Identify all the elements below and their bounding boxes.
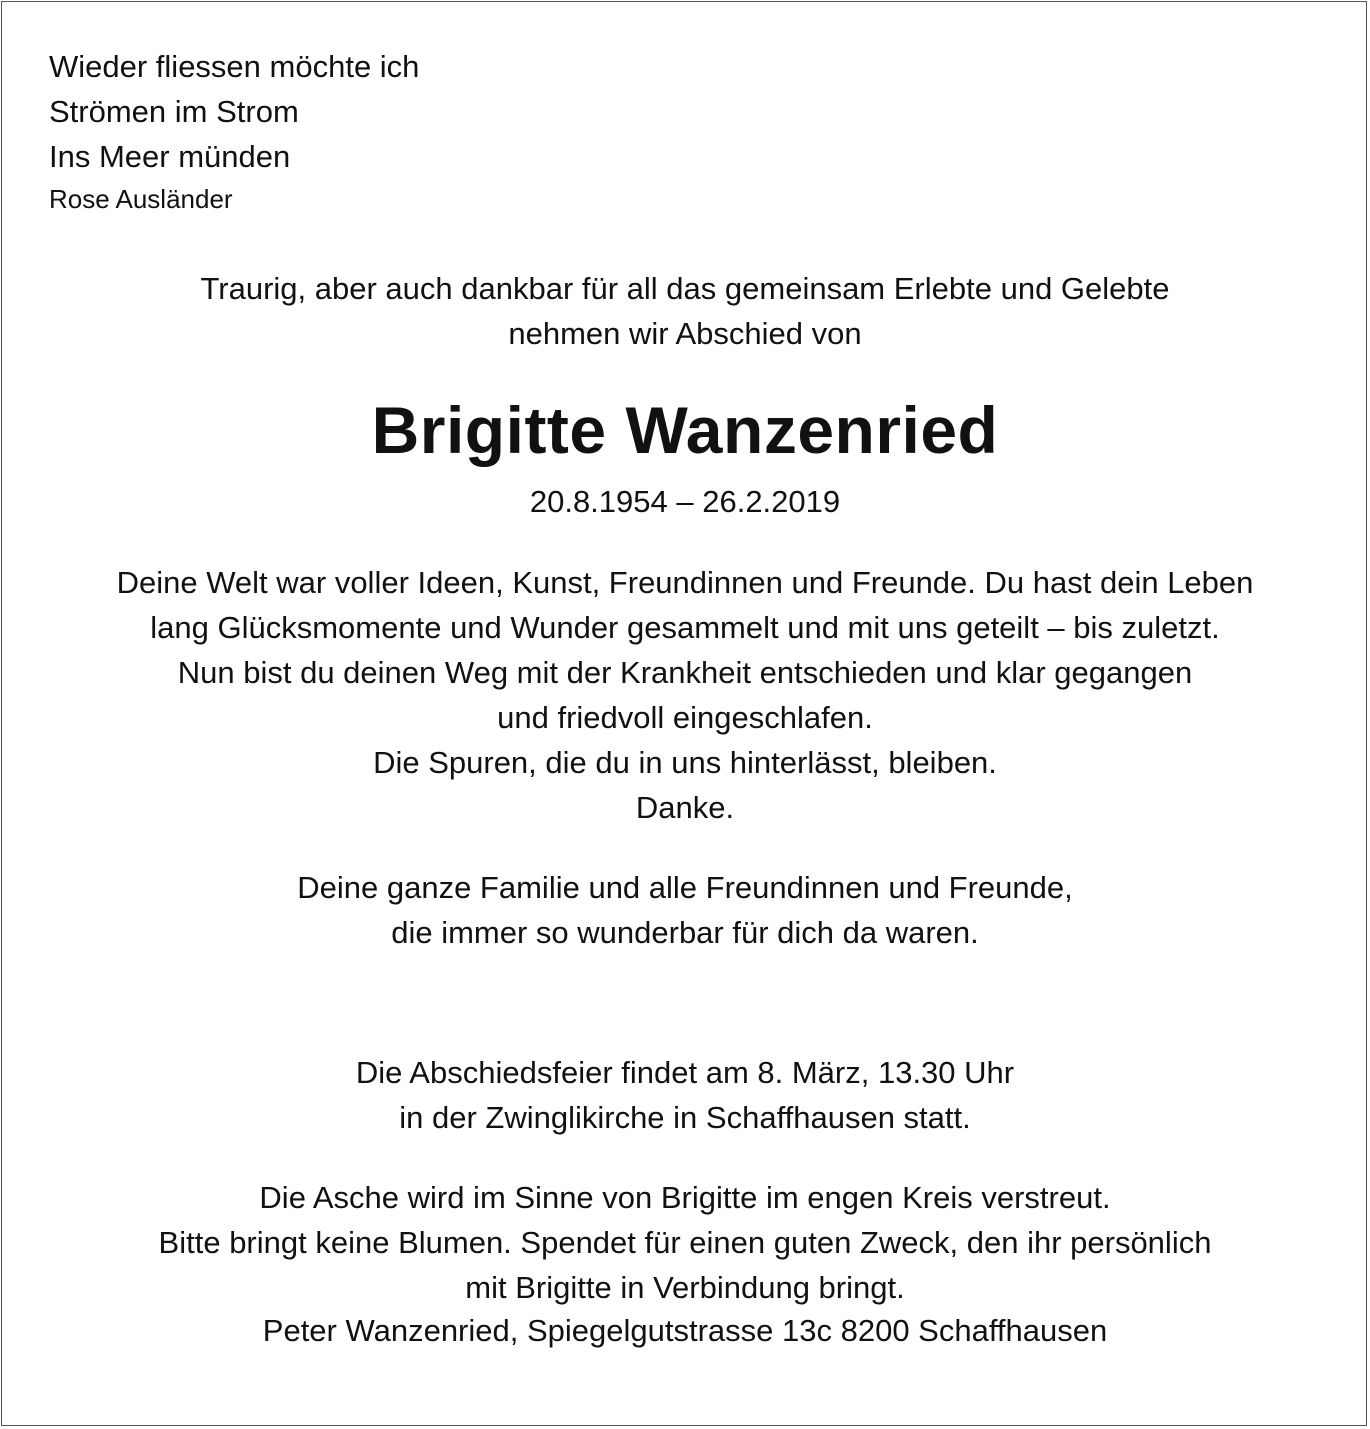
poem-line: Wieder fliessen möchte ich <box>49 49 420 84</box>
message-line: Danke. <box>635 790 735 825</box>
ashes-line: mit Brigitte in Verbindung bringt. <box>465 1270 905 1305</box>
poem-line: Strömen im Strom <box>49 94 299 129</box>
farewell-message <box>0 560 1370 830</box>
ashes-info <box>0 1175 1370 1310</box>
intro-text <box>0 266 1370 356</box>
ashes-line: Die Asche wird im Sinne von Brigitte im engen Kreis verstreut. <box>259 1180 1111 1215</box>
contact-line: Peter Wanzenried, Spiegelgutstrasse 13c 8200 Schaffhausen <box>262 1313 1108 1348</box>
intro-line: nehmen wir Abschied von <box>508 316 862 351</box>
message-line: lang Glücksmomente und Wunder gesammelt und mit uns geteilt – bis zuletzt. <box>150 610 1220 645</box>
message-line: und friedvoll eingeschlafen. <box>497 700 873 735</box>
mourners-text <box>0 865 1370 955</box>
deceased-name-text: Brigitte Wanzenried <box>371 393 999 467</box>
poem-line: Ins Meer münden <box>49 139 291 174</box>
deceased-name <box>0 390 1370 470</box>
mourners-line: Deine ganze Familie und alle Freundinnen und Freunde, <box>297 870 1073 905</box>
poem-quote <box>49 44 419 219</box>
message-line: Deine Welt war voller Ideen, Kunst, Freundinnen und Freunde. Du hast dein Leben <box>116 565 1254 600</box>
mourners-line: die immer so wunderbar für dich da waren. <box>391 915 979 950</box>
ashes-line: Bitte bringt keine Blumen. Spendet für einen guten Zweck, den ihr persönlich <box>158 1225 1212 1260</box>
contact-address <box>0 1308 1370 1353</box>
ceremony-line: Die Abschiedsfeier findet am 8. März, 13.30 Uhr <box>355 1055 1015 1090</box>
ceremony-info <box>0 1050 1370 1140</box>
message-line: Nun bist du deinen Weg mit der Krankheit entschieden und klar gegangen <box>177 655 1193 690</box>
ceremony-line: in der Zwinglikirche in Schaffhausen statt. <box>399 1100 971 1135</box>
life-dates <box>0 479 1370 524</box>
life-dates-text: 20.8.1954 – 26.2.2019 <box>529 484 841 519</box>
poem-author: Rose Ausländer <box>49 184 233 214</box>
intro-line: Traurig, aber auch dankbar für all das gemeinsam Erlebte und Gelebte <box>200 271 1170 306</box>
message-line: Die Spuren, die du in uns hinterlässt, bleiben. <box>373 745 997 780</box>
